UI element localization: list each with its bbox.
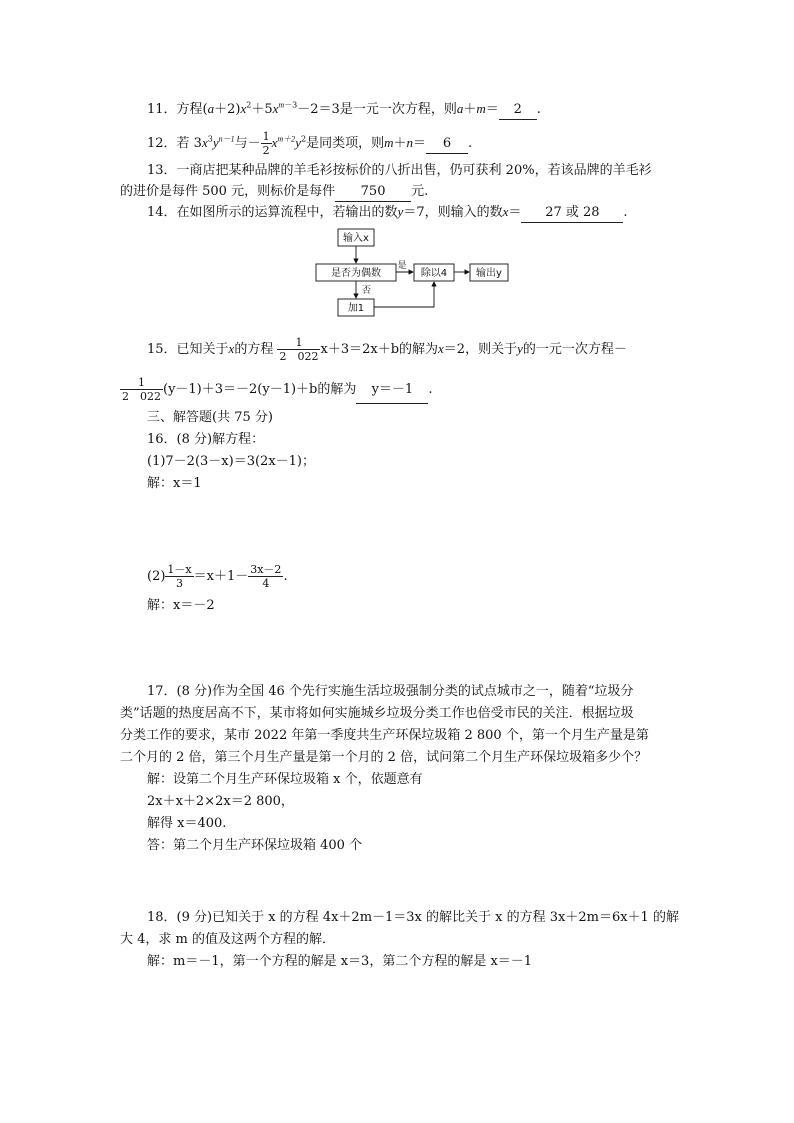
question-16-part-2: (2) $\frac{1-x}{3}$ ＝x＋1－ $\frac{3x-2}{4}$ . <box>147 563 288 590</box>
section-heading: 三、解答题(共 75 分) <box>147 410 273 425</box>
question-13-line-1: 13．一商店把某种品牌的羊毛衫按标价的八折出售，仍可获利 20%，若该品牌的羊毛衫 <box>147 163 652 178</box>
answer-blank: y＝－1 <box>356 377 428 404</box>
flow-no-label: 否 <box>362 286 372 296</box>
question-18-line-2: 大 4，求 m 的值及这两个方程的解． <box>120 932 335 947</box>
flow-input-label: 输入x <box>343 233 369 244</box>
flow-is-even-label: 是否为偶数 <box>331 268 381 279</box>
question-17-solution-3: 解得 x＝400. <box>147 816 227 831</box>
flow-add-label: 加1 <box>347 303 365 314</box>
question-17-line-1: 17．(8 分)作为全国 46 个先行实施生活垃圾强制分类的试点城市之一，随着“垃圾分 <box>147 684 634 699</box>
question-14: 14．在如图所示的运算流程中，若输出的数y＝7，则输入的数x＝ 27 或 28 . <box>147 203 628 223</box>
question-17-line-4: 二个月的 2 倍，第三个月生产量是第一个月的 2 倍，试问第二个月生产环保垃圾箱多少个？ <box>120 750 648 765</box>
question-16-part-1: (1)7－2(3－x)＝3(2x－1)； <box>147 454 315 469</box>
question-17-line-3: 分类工作的要求，某市 2022 年第一季度共生产环保垃圾箱 2 800 个，第一个月生产量是第 <box>120 728 649 743</box>
operation-flowchart <box>310 225 530 325</box>
question-11: 11．方程$(a+2)x^2+5x^{m-3}-2=3$是一元一次方程，则a＋m＝ 2 . <box>147 100 541 120</box>
answer-blank: 27 或 28 <box>521 204 623 223</box>
flow-output-label: 输出y <box>476 268 502 279</box>
question-15-line-1: 15．已知关于x的方程 $\frac{1}{2 022}$ x＋3＝2x＋b的解为x＝2，则关于y的一元一次方程－ <box>147 336 627 363</box>
answer-blank: 2 <box>499 101 537 120</box>
answer-blank: 6 <box>426 135 468 154</box>
fraction: $\frac{1}{2}$ <box>262 130 270 157</box>
question-17-line-2: 类”话题的热度居高不下，某市将如何实施城乡垃圾分类工作也倍受市民的关注．根据垃圾 <box>120 706 634 721</box>
question-17-solution-4: 答：第二个月生产环保垃圾箱 400 个 <box>147 838 363 853</box>
question-17-solution-1: 解：设第二个月生产环保垃圾箱 x 个，依题意有 <box>147 772 423 787</box>
fraction: $\frac{1}{2 022}$ <box>122 376 161 403</box>
flow-arrow-add-to-divide <box>374 282 434 307</box>
question-12: 12．若 $3x^3y^{n-1}$与－ $\frac{1}{2}$ $x^{m+2}y^2$是同类项，则m＋n＝ 6 . <box>147 130 473 157</box>
fraction: $\frac{1}{2 022}$ <box>279 336 319 363</box>
question-18-line-1: 18．(9 分)已知关于 x 的方程 4x＋2m－1＝3x 的解比关于 x 的方程 3x＋2m＝6x＋1 的解 <box>147 910 679 925</box>
question-13-line-2: 的进价是每件 500 元，则标价是每件 750 元. <box>120 183 428 202</box>
question-18-solution: 解：m＝－1，第一个方程的解是 x＝3，第二个方程的解是 x＝－1 <box>147 954 533 969</box>
fraction: $\frac{3x-2}{4}$ <box>250 563 282 590</box>
flow-yes-label: 是 <box>397 261 407 271</box>
question-16-answer-1: 解：x＝1 <box>147 476 202 491</box>
fraction: $\frac{1-x}{3}$ <box>167 563 192 590</box>
question-16-answer-2: 解：x＝－2 <box>147 598 215 613</box>
question-17-solution-2: 2x＋x＋2×2x＝2 800， <box>147 794 294 809</box>
answer-blank: 750 <box>335 183 411 202</box>
question-16-title: 16．(8 分)解方程： <box>147 432 265 447</box>
flow-divide-label: 除以4 <box>420 268 448 279</box>
question-15-line-2: $\frac{1}{2 022}$ (y－1)＋3＝－2(y－1)＋b的解为 y＝－1 . <box>122 376 433 403</box>
